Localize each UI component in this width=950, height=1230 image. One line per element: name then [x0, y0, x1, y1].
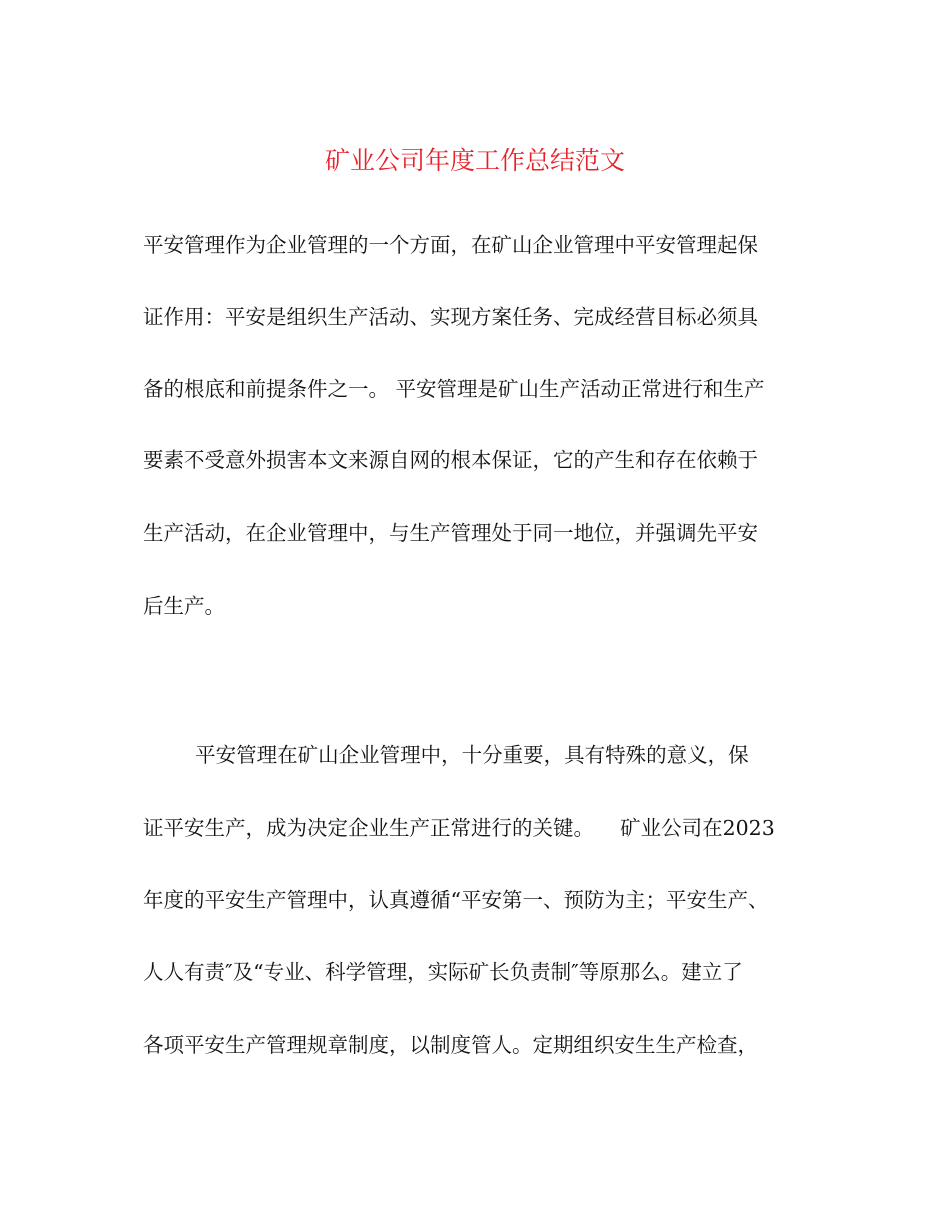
document-title: 矿业公司年度工作总结范文: [324, 146, 625, 175]
paragraph-1-line-2: 证作用：平安是组织生产活动、实现方案任务、完成经营目标必须具: [143, 305, 758, 329]
paragraph-2-line-5: 各项平安生产管理规章制度，以制度管人。定期组织安生生产检查，: [143, 1033, 758, 1057]
paragraph-2-line-3: 年度的平安生产管理中，认真遵循“平安第一、预防为主；平安生产、: [143, 888, 769, 912]
paragraph-1-line-4: 要素不受意外损害本文来源自网的根本保证，它的产生和存在依赖于: [143, 448, 758, 472]
paragraph-1-line-3: 备的根底和前提条件之一。 平安管理是矿山生产活动正常进行和生产: [143, 377, 765, 401]
paragraph-2-line-2: 证平安生产，成为决定企业生产正常进行的关键。 矿业公司在2023: [143, 816, 775, 840]
paragraph-1-line-5: 生产活动，在企业管理中，与生产管理处于同一地位，并强调先平安: [143, 521, 758, 545]
paragraph-1-line-1: 平安管理作为企业管理的一个方面，在矿山企业管理中平安管理起保: [143, 233, 758, 257]
paragraph-2-line-4: 人人有责″及“专业、科学管理，实际矿长负责制″等原那么。建立了: [143, 960, 743, 984]
paragraph-2-line-1: 平安管理在矿山企业管理中，十分重要，具有特殊的意义，保: [143, 743, 749, 767]
paragraph-1-line-6: 后生产。: [143, 594, 225, 618]
